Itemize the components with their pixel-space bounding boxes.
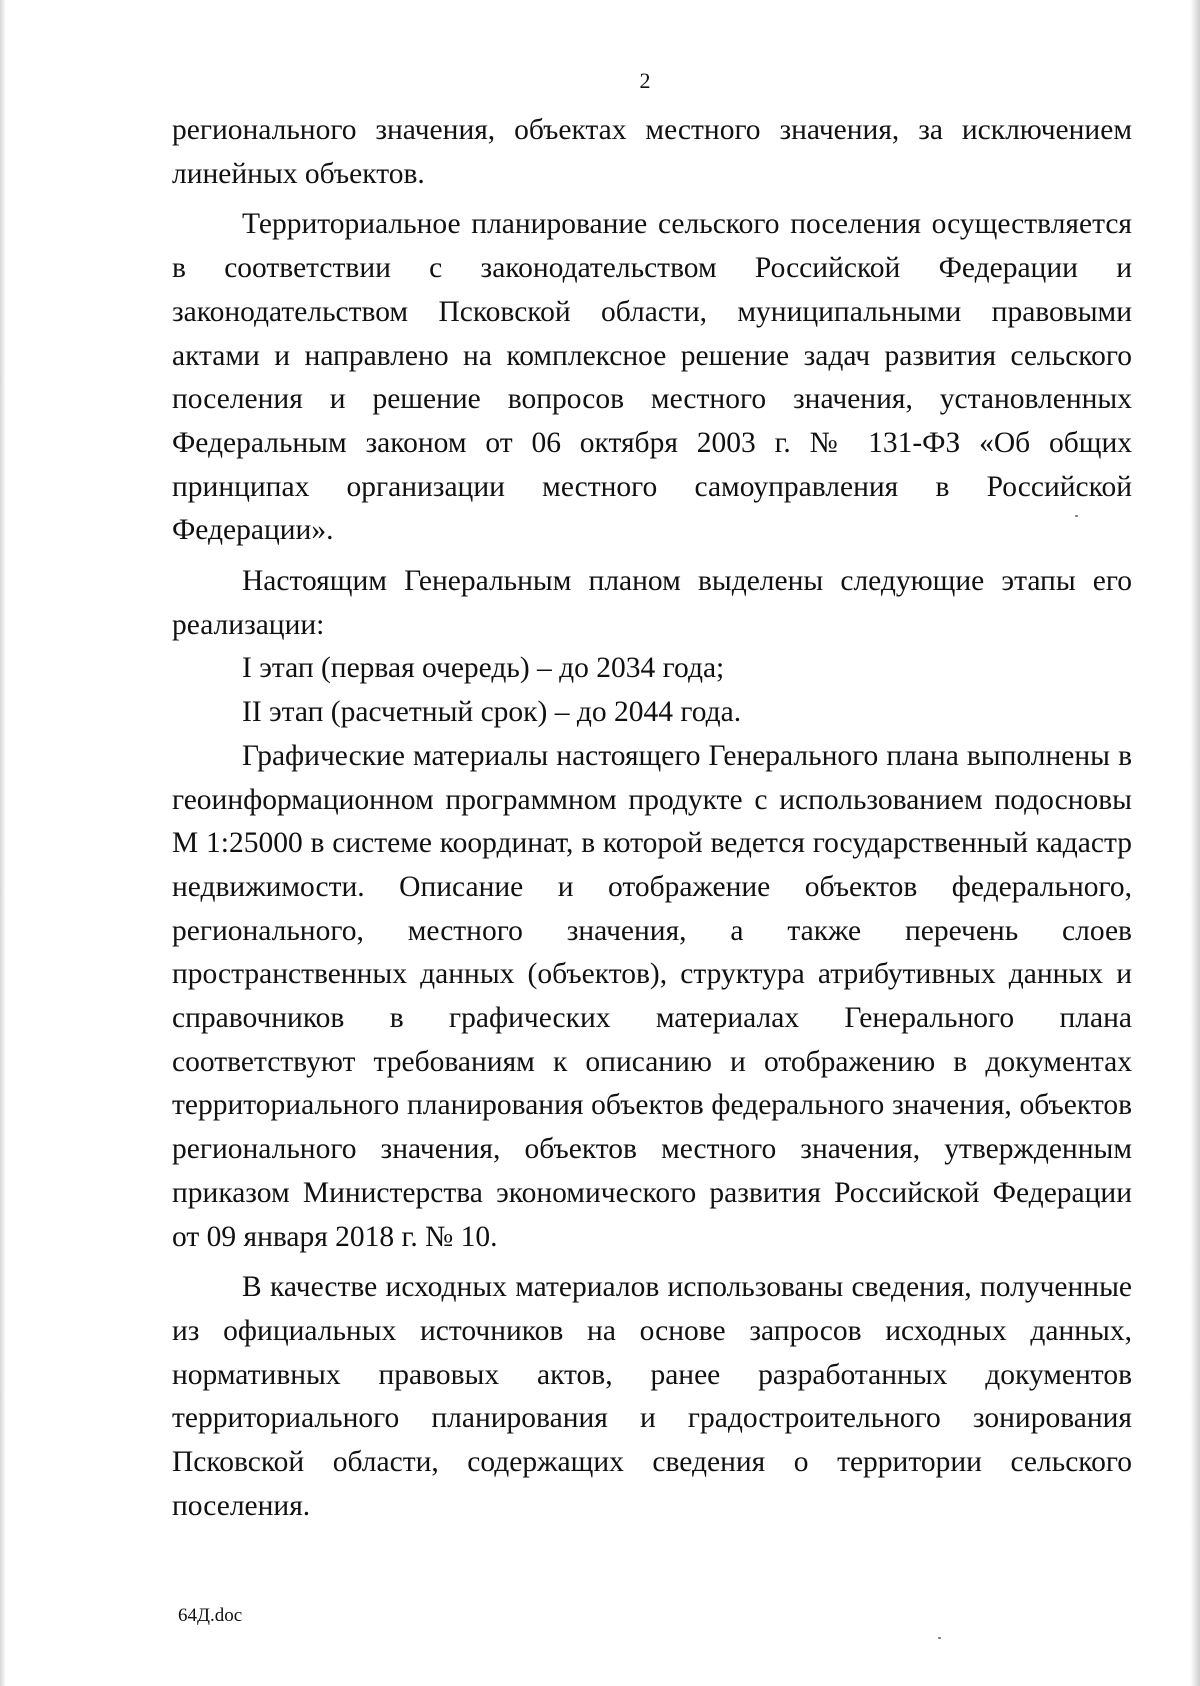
paragraph-graphic-materials: Графические материалы настоящего Генерального плана выполнены в геоинформационном программном продукте с использованием подосновы М 1:25000 в системе координат, в которой ведется государственный кадастр недвижимости. Описание и отображение объектов федерального, регионального, местного значения, а также перечень слоев пространственных данных (объектов), структура атрибутивных данных и справочников в графических материалах Генерального плана соответствуют требованиям к описанию и отображению в документах территориального планирования объектов федерального значения, объектов регионального значения, объектов местного значения, утвержденным приказом Министерства экономического развития Российской Федерации от 09 января 2018 г. № 10. xyxy=(172,739,1132,1253)
paragraph-stages-intro: Настоящим Генеральным планом выделены следующие этапы его реализации: xyxy=(172,565,1132,641)
paragraph-continuation: регионального значения, объектах местного значения, за исключением линейных объектов. xyxy=(172,114,1132,190)
stage-item-2: II этап (расчетный срок) – до 2044 года. xyxy=(242,696,742,729)
scan-right-edge xyxy=(1190,0,1200,1686)
document-body xyxy=(172,109,1132,1529)
paragraph-source-materials: В качестве исходных материалов использованы сведения, полученные из официальных источников на основе запросов исходных данных, нормативных правовых актов, ранее разработанных документов территориального планирования и градостроительного зонирования Псковской области, содержащих сведения о территории сельского поселения. xyxy=(172,1271,1132,1522)
page-number: 2 xyxy=(639,68,651,93)
scan-speck xyxy=(1075,515,1078,517)
scan-speck xyxy=(938,1637,941,1639)
document-file-name: 64Д.doc xyxy=(178,1605,243,1626)
scan-left-edge xyxy=(0,0,6,1686)
paragraph-territorial-planning: Территориальное планирование сельского поселения осуществляется в соответствии с законодательством Российской Федерации и законодательством Псковской области, муниципальными правовыми актами и направлено на комплексное решение задач развития сельского поселения и решение вопросов местного значения, установленных Федеральным законом от 06 октября 2003 г. № 131-ФЗ «Об общих принципах организации местного самоуправления в Российской Федерации». xyxy=(172,208,1132,547)
stage-item-1: I этап (первая очередь) – до 2034 года; xyxy=(242,652,725,685)
